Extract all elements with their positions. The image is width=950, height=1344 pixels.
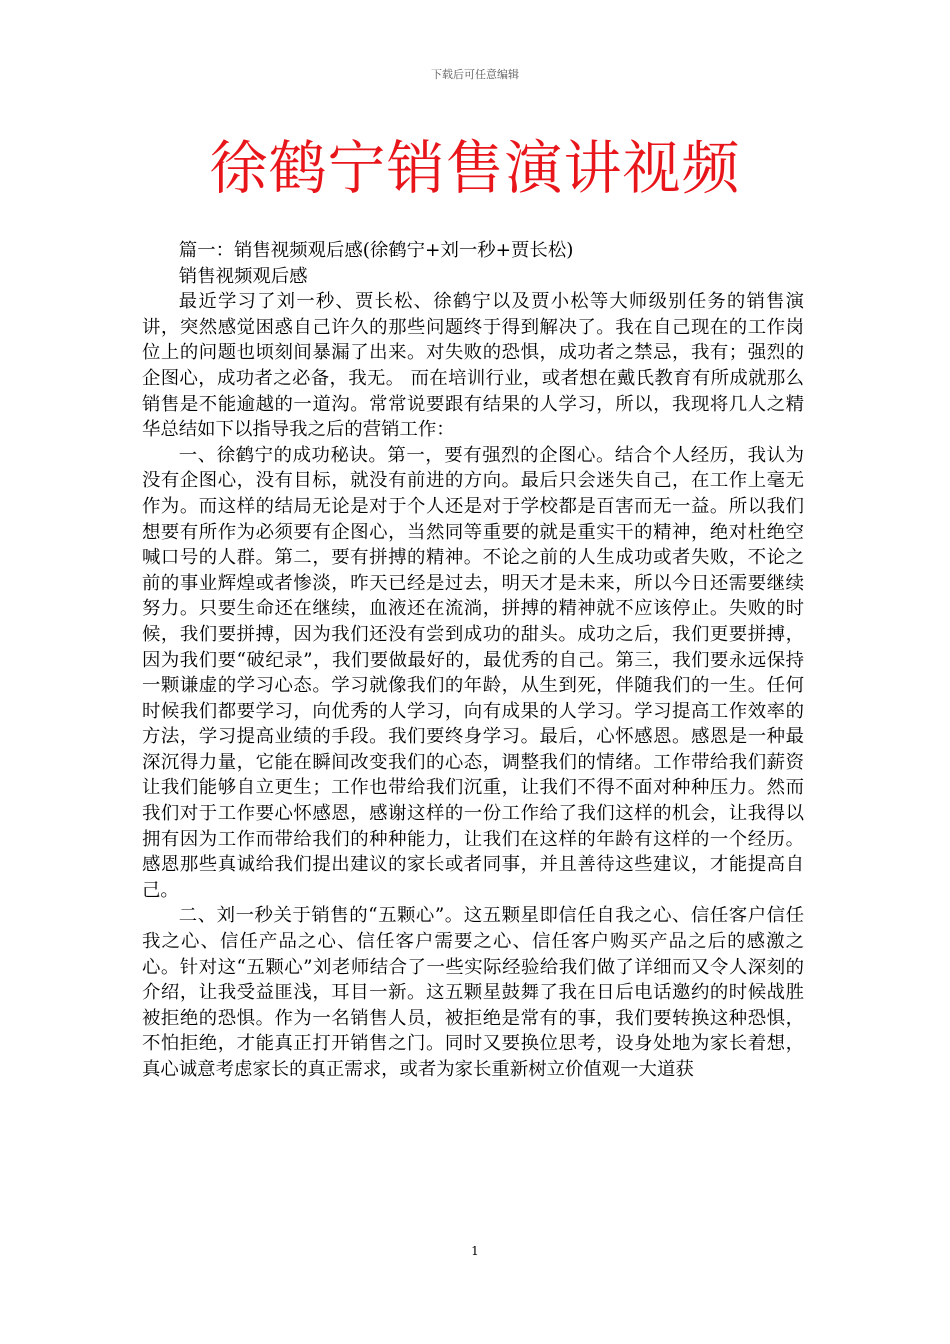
paragraph-xu-hening: 一、徐鹤宁的成功秘诀。第一，要有强烈的企图心。结合个人经历，我认为没有企图心，没有目标，就没有前进的方向。最后只会迷失自己，在工作上毫无作为。而这样的结局无论是对于个人还是对于学校都是百害而无一益。所以我们想要有所作为必须要有企图心，当然同等重要的就是重实干的精神，绝对杜绝空喊口号的人群。第二，要有拼搏的精神。不论之前的人生成功或者失败，不论之前的事业辉煌或者惨淡，昨天已经是过去，明天才是未来，所以今日还需要继续努力。只要生命还在继续，血液还在流淌，拼搏的精神就不应该停止。失败的时候，我们要拼搏，因为我们还没有尝到成功的甜头。成功之后，我们更要拼搏，因为我们要“破纪录”，我们要做最好的，最优秀的自己。第三，我们要永远保持一颗谦虚的学习心态。学习就像我们的年龄，从生到死，伴随我们的一生。任何时候我们都要学习，向优秀的人学习，向有成果的人学习。学习提高工作效率的方法，学习提高业绩的手段。我们要终身学习。最后，心怀感恩。感恩是一种最深沉得力量，它能在瞬间改变我们的心态，调整我们的情绪。工作带给我们薪资让我们能够自立更生；工作也带给我们沉重，让我们不得不面对种种压力。然而我们对于工作要心怀感恩，感谢这样的一份工作给了我们这样的机会，让我得以拥有因为工作而带给我们的种种能力，让我们在这样的年龄有这样的一个经历。感恩那些真诚给我们提出建议的家长或者同事，并且善待这些建议，才能提高自己。 — [142, 444, 804, 901]
section-heading: 篇一：销售视频观后感(徐鹤宁+刘一秒+贾长松) — [178, 240, 574, 261]
paragraph-intro: 最近学习了刘一秒、贾长松、徐鹤宁以及贾小松等大师级别任务的销售演讲，突然感觉困惑自己许久的那些问题终于得到解决了。我在自己现在的工作岗位上的问题也顷刻间暴漏了出来。对失败的恐惧，成功者之禁忌，我有；强烈的企图心，成功者之必备，我无。 而在培训行业，或者想在戴氏教育有所成就那么销售是不能逾越的一道沟。常常说要跟有结果的人学习，所以，我现将几人之精华总结如下以指导我之后的营销工作： — [142, 291, 804, 441]
document-title: 徐鹤宁销售演讲视频 — [209, 134, 741, 202]
paragraph-liu-yimiao: 二、刘一秒关于销售的“五颗心”。这五颗星即信任自我之心、信任客户信任我之心、信任产品之心、信任客户需要之心、信任客户购买产品之后的感激之心。针对这“五颗心”刘老师结合了一些实际经验给我们做了详细而又令人深刻的介绍，让我受益匪浅，耳目一新。这五颗星鼓舞了我在日后电话邀约的时候战胜被拒绝的恐惧。作为一名销售人员，被拒绝是常有的事，我们要转换这种恐惧，不怕拒绝，才能真正打开销售之门。同时又要换位思考，设身处地为家长着想，真心诚意考虑家长的真正需求，或者为家长重新树立价值观一大道获 — [142, 905, 804, 1080]
document-body — [142, 238, 804, 1083]
subtitle: 销售视频观后感 — [178, 265, 308, 287]
header-note: 下载后可任意编辑 — [431, 68, 519, 81]
page-number: 1 — [471, 1244, 479, 1258]
